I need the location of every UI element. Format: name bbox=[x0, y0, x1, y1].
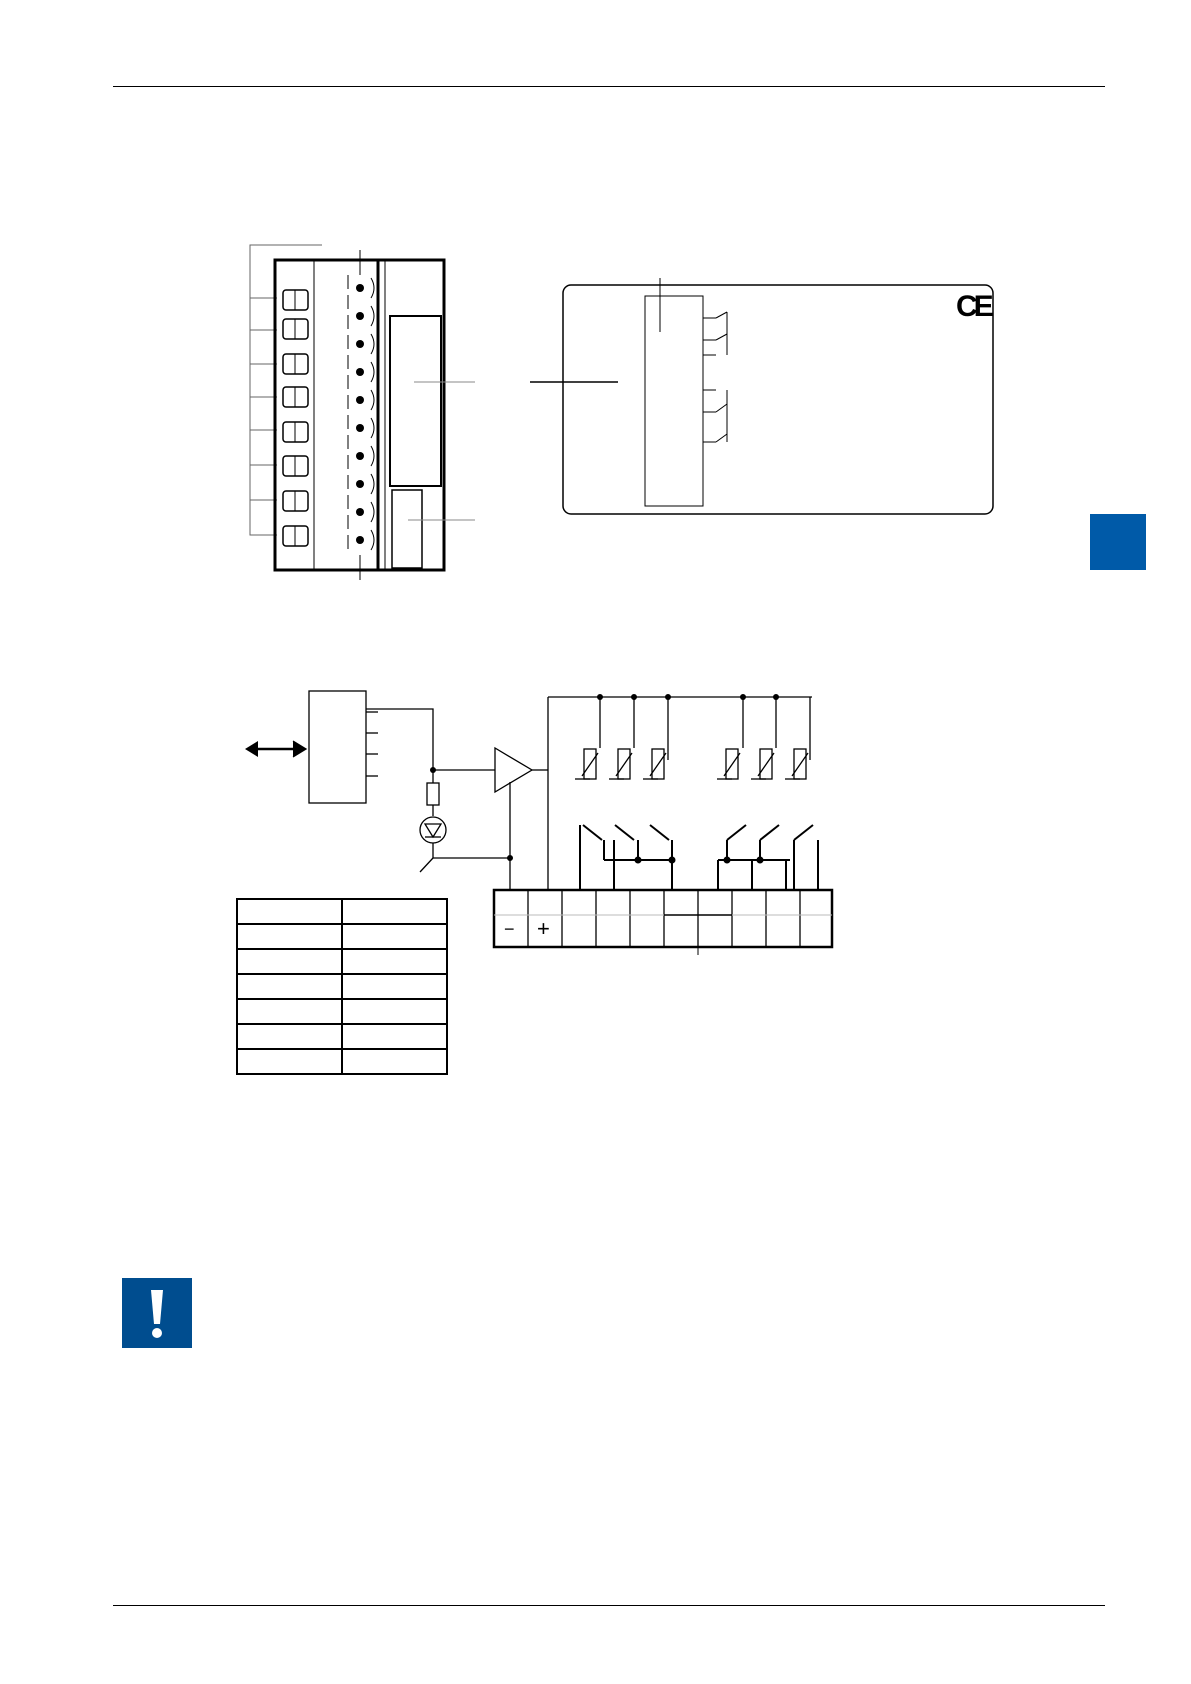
table-row bbox=[237, 949, 447, 974]
table-row bbox=[237, 974, 447, 999]
ce-mark: CE bbox=[956, 290, 990, 323]
table-row bbox=[237, 999, 447, 1024]
table-row bbox=[237, 924, 447, 949]
specification-table bbox=[236, 898, 448, 1075]
terminal-minus-label: − bbox=[504, 919, 515, 939]
table-row bbox=[237, 899, 447, 924]
table-row bbox=[237, 1049, 447, 1074]
exclamation-icon bbox=[122, 1278, 192, 1348]
terminal-plus-label: + bbox=[537, 916, 550, 941]
table-row bbox=[237, 1024, 447, 1049]
